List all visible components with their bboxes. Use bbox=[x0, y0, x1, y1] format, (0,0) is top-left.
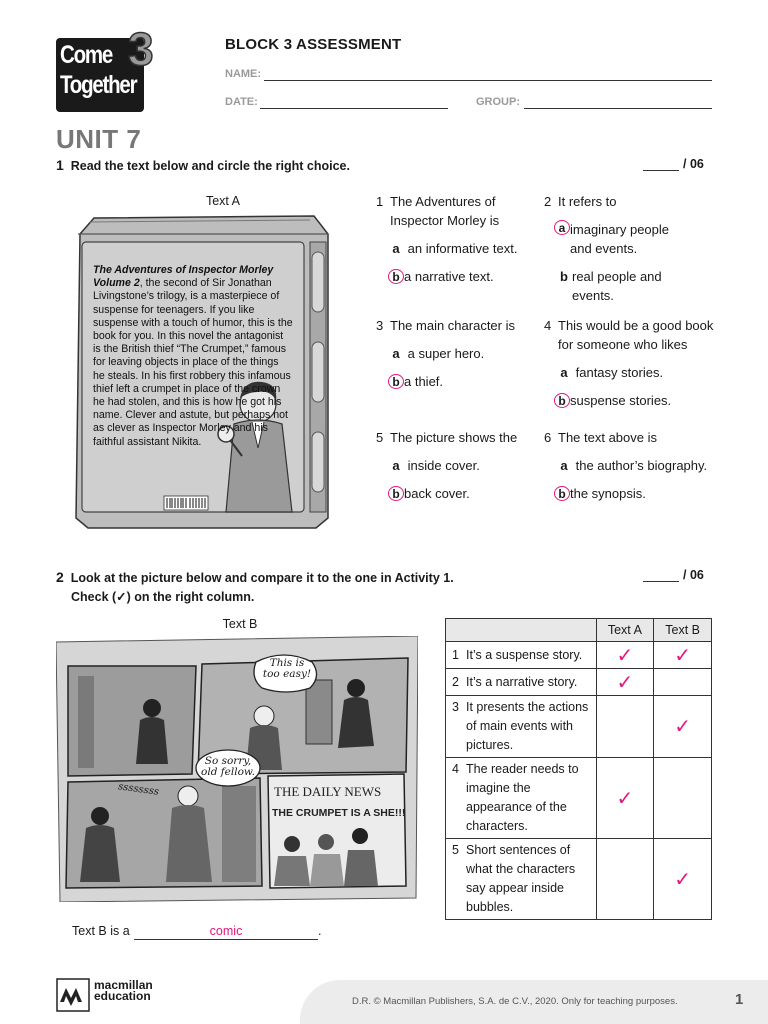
unit-heading: UNIT 7 bbox=[56, 124, 142, 154]
activity1-instruction: 1 Read the text below and circle the right choice. bbox=[56, 157, 350, 173]
comic-illustration bbox=[56, 636, 418, 902]
row3-text-a-check[interactable] bbox=[596, 696, 654, 758]
group-label: GROUP: bbox=[476, 96, 520, 108]
table-row: 4 The reader needs to imagine the appearance of the characters. ✓ bbox=[446, 758, 712, 839]
activity1-score-blank[interactable] bbox=[643, 170, 679, 171]
row1-text-a-check[interactable]: ✓ bbox=[596, 642, 654, 669]
question-2: 2 It refers to a imaginary people and events. b real people and events. bbox=[544, 192, 719, 305]
comic-bubble-2: So sorry, old fellow. bbox=[201, 755, 255, 778]
comic-bubble-1: This is too easy! bbox=[262, 657, 312, 680]
question-3: 3 The main character is a a super hero. b a thief. bbox=[376, 316, 536, 391]
table-header-row bbox=[446, 619, 712, 642]
macmillan-logo bbox=[56, 976, 90, 1017]
q4-option-a[interactable]: a fantasy stories. bbox=[560, 365, 664, 380]
q1-option-b[interactable]: b a narrative text. bbox=[376, 267, 536, 286]
table-row: 5 Short sentences of what the characters say appear inside bubbles. ✓ bbox=[446, 839, 712, 920]
q3-option-a[interactable]: a a super hero. bbox=[392, 346, 485, 361]
text-b-caption: Text B bbox=[222, 617, 258, 631]
row2-text-a-check[interactable]: ✓ bbox=[596, 669, 654, 696]
name-label: NAME: bbox=[225, 68, 262, 80]
name-field[interactable] bbox=[264, 80, 712, 81]
completion-prefix: Text B is a bbox=[72, 924, 130, 938]
question-6: 6 The text above is a the author’s biography. b the synopsis. bbox=[544, 428, 724, 503]
q6-option-b[interactable]: b the synopsis. bbox=[544, 484, 724, 503]
date-label: DATE: bbox=[225, 96, 258, 108]
comic-headline: THE DAILY NEWS bbox=[274, 784, 382, 799]
check-table bbox=[445, 618, 712, 920]
comic-sound-effect: ssssssss bbox=[117, 781, 160, 798]
assessment-title: BLOCK 3 ASSESSMENT bbox=[225, 36, 402, 53]
book-illustration bbox=[66, 212, 338, 530]
logo-line2: Together bbox=[60, 71, 137, 99]
q2-option-b[interactable]: b real people and events. bbox=[560, 269, 662, 303]
question-1: 1 The Adventures of Inspector Morley is a an informative text. b a narrative text. bbox=[376, 192, 536, 286]
row4-text-a-check[interactable]: ✓ bbox=[596, 758, 654, 839]
q2-option-a[interactable]: a imaginary people and events. bbox=[544, 220, 719, 258]
page-number: 1 bbox=[735, 991, 744, 1008]
row1-text-b-check[interactable]: ✓ bbox=[654, 642, 712, 669]
table-header-blank bbox=[446, 619, 597, 642]
macmillan-icon bbox=[56, 976, 90, 1012]
row5-text-b-check[interactable]: ✓ bbox=[654, 839, 712, 920]
date-field[interactable] bbox=[260, 108, 448, 109]
row5-text-a-check[interactable] bbox=[596, 839, 654, 920]
row2-text-b-check[interactable] bbox=[654, 669, 712, 696]
table-row: 3 It presents the actions of main events with pictures. ✓ bbox=[446, 696, 712, 758]
text-a-caption: Text A bbox=[205, 194, 241, 208]
logo-number: 3 bbox=[128, 23, 154, 75]
row3-text-b-check[interactable]: ✓ bbox=[654, 696, 712, 758]
completion-suffix: . bbox=[318, 924, 322, 938]
row4-text-b-check[interactable] bbox=[654, 758, 712, 839]
activity2-instruction: 2 Look at the picture below and compare it to the one in Activity 1. Check (✓) on the right column. bbox=[56, 569, 454, 604]
book-synopsis-text: The Adventures of Inspector Morley Volume 2, the second of Sir Jonathan Livingstone’s trilogy, is a masterpiece of suspense for teenagers. If you like suspense with a touch of humor, this is the book for you. In this novel the antagonist is the British thief “The Crumpet,” famous for leaving objects in place of the things he steals. In his first robbery this infamous thief left a crumpet in place of the crown he had stolen, and this is how he got his name. Clever and astute, but perhaps not as clever as Inspector Morley and his faithful assistant Nikita. bbox=[93, 264, 293, 448]
q5-option-a[interactable]: a inside cover. bbox=[392, 458, 480, 473]
question-5: 5 The picture shows the a inside cover. b back cover. bbox=[376, 428, 536, 503]
group-field[interactable] bbox=[524, 108, 712, 109]
table-row: 1 It’s a suspense story. ✓ ✓ bbox=[446, 642, 712, 669]
comic-headline: THE CRUMPET IS A SHE!!! bbox=[272, 807, 406, 819]
activity2-score: / 06 bbox=[683, 568, 704, 582]
activity1-score: / 06 bbox=[683, 157, 704, 171]
question-4: 4 This would be a good book for someone who likes a fantasy stories. b suspense stories. bbox=[544, 316, 724, 410]
q4-option-b[interactable]: b suspense stories. bbox=[544, 391, 724, 410]
activity2-score-blank[interactable] bbox=[643, 581, 679, 582]
q5-option-b[interactable]: b back cover. bbox=[376, 484, 536, 503]
copyright: D.R. © Macmillan Publishers, S.A. de C.V., 2020. Only for teaching purposes. bbox=[352, 996, 678, 1007]
brand-name: macmillan education bbox=[94, 978, 153, 1003]
q1-option-a[interactable]: a an informative text. bbox=[392, 241, 518, 256]
completion-answer-field[interactable]: comic bbox=[134, 924, 318, 940]
q6-option-a[interactable]: a the author’s biography. bbox=[560, 458, 708, 473]
table-row: 2 It’s a narrative story. ✓ bbox=[446, 669, 712, 696]
q3-option-b[interactable]: b a thief. bbox=[376, 372, 536, 391]
logo-line1: Come bbox=[60, 41, 113, 69]
table-header-text-a: Text A bbox=[596, 619, 654, 642]
table-header-text-b: Text B bbox=[654, 619, 712, 642]
